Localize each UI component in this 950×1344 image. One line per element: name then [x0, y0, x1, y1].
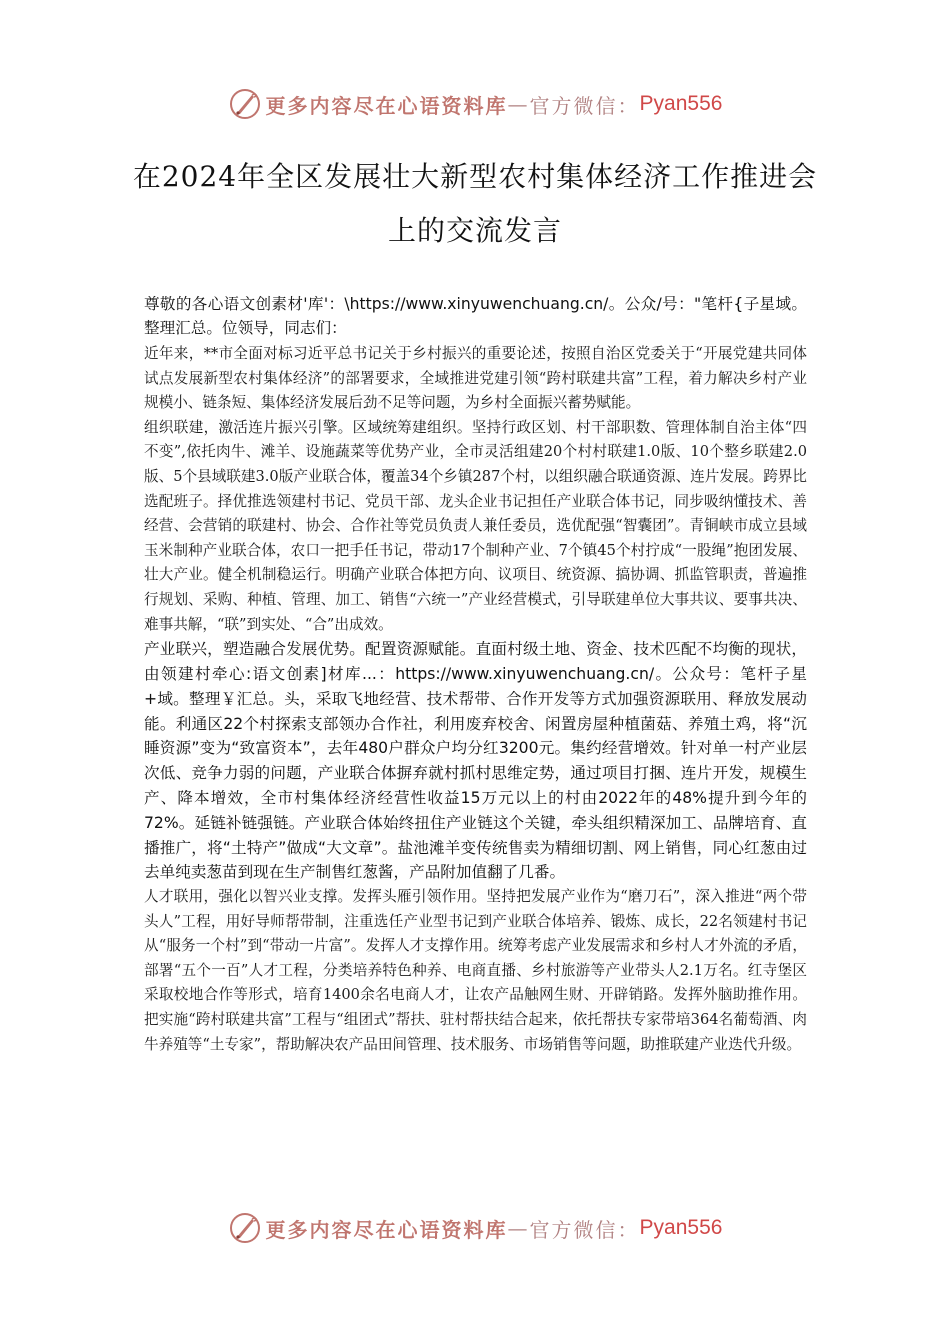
talent-paragraph: 人才联用，强化以智兴业支撑。发挥头雁引领作用。坚持把发展产业作为“磨刀石”，深入推进“两个带头人”工程，用好导师帮带制，注重选任产业型书记到产业联合体培养、锻炼、成长，22名领建村书记从“服务一个村”到“带动一片富”。发挥人才支撑作用。统筹考虑产业发展需求和乡村人才外流的矛盾，部署“五个一百”人才工程，分类培养特色种养、电商直播、乡村旅游等产业带头人2.1万名。红寺堡区采取校地合作等形式，培育1400余名电商人才，让农产品触网生财、开辟销路。发挥外脑助推作用。把实施“跨村联建共富”工程与“组团式”帮扶、驻村帮扶结合起来，依托帮扶专家带培364名葡萄酒、肉牛养殖等“土专家”，帮助解决农产品田间管理、技术服务、市场销售等问题，助推联建产业迭代升级。 [144, 888, 807, 1053]
banner-wechat-id: Pyan556 [639, 1216, 723, 1239]
industry-paragraph: 产业联兴，塑造融合发展优势。配置资源赋能。直面村级土地、资金、技术匹配不均衡的现状，由领建村牵心:语文创素]材库...：https://www.xinyuwenchuang.cn/。公众号：笔杆子星+域。整理￥汇总。头，采取飞地经营、技术帮带、合作开发等方式加强资源联用、释放发展动能。利通区22个村探索支部领办合作社，利用废弃校舍、闲置房屋种植菌菇、养殖土鸡，将“沉睡资源”变为“致富资本”，去年480户群众户均分红3200元。集约经营增效。针对单一村产业层次低、竞争力弱的问题，产业联合体摒弃就村抓村思维定势，通过项目打捆、连片开发，规模生产、降本增效，全市村集体经济经营性收益15万元以上的村由2022年的48%提升到今年的72%。延链补链强链。产业联合体始终扭住产业链这个关键，牵头组织精深加工、品牌培育、直播推广，将“土特产”做成“大文章”。盐池滩羊变传统售卖为精细切割、网上销售，同心红葱由过去单纯卖葱苗到现在生产制售红葱酱，产品附加值翻了几番。 [144, 640, 807, 882]
quill-pen-icon [228, 1211, 262, 1245]
banner-library-text: 更多内容尽在心语资料库 [265, 1217, 508, 1242]
quill-pen-icon [228, 87, 262, 121]
banner-dash: — [507, 1216, 530, 1240]
document-body [144, 292, 807, 1057]
header-watermark-banner [0, 84, 950, 124]
banner-dash: — [507, 92, 530, 116]
document-title: 在2024年全区发展壮大新型农村集体经济工作推进会上的交流发言 [132, 160, 818, 247]
organization-paragraph: 组织联建，激活连片振兴引擎。区域统筹建组织。坚持行政区划、村干部职数、管理体制自治主体“四不变”,依托肉牛、滩羊、设施蔬菜等优势产业，全市灵活组建20个村村联建1.0版、10个整乡联建2.0版、5个县域联建3.0版产业联合体，覆盖34个乡镇287个村，以组织融合联通资源、连片发展。跨界比选配班子。择优推选领建村书记、党员干部、龙头企业书记担任产业联合体书记，同步吸纳懂技术、善经营、会营销的联建村、协会、合作社等党员负责人兼任委员，选优配强“智囊团”。青铜峡市成立县域玉米制种产业联合体，农口一把手任书记，带动17个制种产业、7个镇45个村拧成“一股绳”抱团发展、壮大产业。健全机制稳运行。明确产业联合体把方向、议项目、统资源、搞协调、抓监管职责，普遍推行规划、采购、种植、管理、加工、销售“六统一”产业经营模式，引导联建单位大事共议、要事共决、难事共解，“联”到实处、“合”出成效。 [144, 418, 807, 633]
banner-wechat-label: 官方微信： [529, 93, 640, 118]
footer-watermark-banner [0, 1208, 950, 1248]
banner-wechat-label: 官方微信： [529, 1217, 640, 1242]
intro-paragraph: 近年来，**市全面对标习近平总书记关于乡村振兴的重要论述，按照自治区党委关于“开展党建共同体试点发展新型农村集体经济”的部署要求，全域推进党建引领“跨村联建共富”工程，着力解决乡村产业规模小、链条短、集体经济发展后劲不足等问题，为乡村全面振兴蓄势赋能。 [144, 345, 807, 412]
greeting-paragraph: 尊敬的各心语文创素材'库'：\https://www.xinyuwenchuang.cn/。公众/号："笔杆{子星域。整理汇总。位领导，同志们： [144, 295, 807, 337]
banner-wechat-id: Pyan556 [639, 92, 723, 115]
banner-library-text: 更多内容尽在心语资料库 [265, 93, 508, 118]
